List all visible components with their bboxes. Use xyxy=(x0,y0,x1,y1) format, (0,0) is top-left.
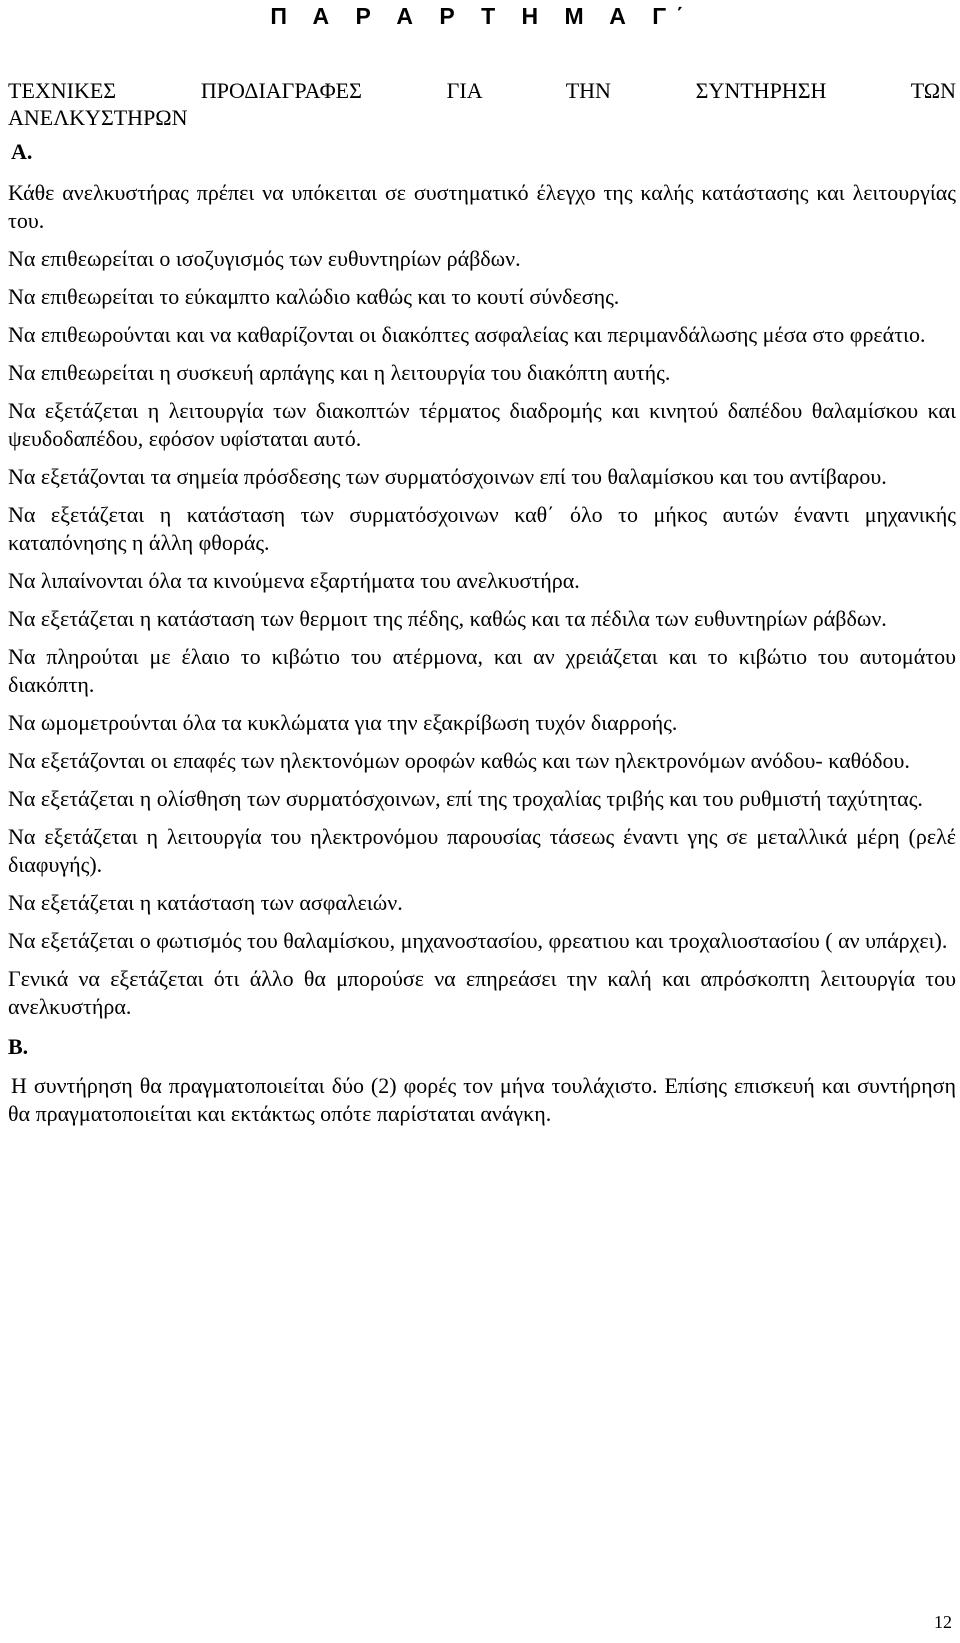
section-a-list xyxy=(8,179,956,1021)
paragraph: Να επιθεωρείται το εύκαμπτο καλώδιο καθώς και το κουτί σύνδεσης. xyxy=(8,284,620,309)
section-b-paragraph: Η συντήρηση θα πραγματοποιείται δύο (2) φορές τον μήνα τουλάχιστο. Επίσης επισκευή και συντήρηση θα πραγματοποιείται και εκτάκτως οπότε παρίσταται ανάγκη. xyxy=(8,1073,956,1126)
paragraph: Να εξετάζονται τα σημεία πρόσδεσης των συρματόσχοινων επί του θαλαμίσκου και του αντίβαρου. xyxy=(8,464,887,489)
document-heading-line1: ΤΕΧΝΙΚΕΣ ΠΡΟΔΙΑΓΡΑΦΕΣ ΓΙΑ ΤΗΝ ΣΥΝΤΗΡΗΣΗ ΤΩΝ xyxy=(8,78,956,103)
paragraph: Να εξετάζεται η κατάσταση των θερμοιτ της πέδης, καθώς και τα πέδιλα των ευθυντηρίων ράβδων. xyxy=(8,606,887,631)
paragraph: Να επιθεωρούνται και να καθαρίζονται οι διακόπτες ασφαλείας και περιμανδάλωσης μέσα στο φρεάτιο. xyxy=(8,322,926,347)
page-number: 12 xyxy=(934,1612,952,1632)
appendix-title: Π Α Ρ Α Ρ Τ Η Μ Α Γ΄ xyxy=(270,3,694,29)
paragraph: Να λιπαίνονται όλα τα κινούμενα εξαρτήματα του ανελκυστήρα. xyxy=(8,568,580,593)
section-b-label: Β. xyxy=(8,1034,29,1059)
paragraph: Να εξετάζεται η κατάσταση των ασφαλειών. xyxy=(8,890,403,915)
paragraph: Κάθε ανελκυστήρας πρέπει να υπόκειται σε συστηματικό έλεγχο της καλής κατάστασης και λειτουργίας του. xyxy=(8,180,956,233)
section-a-label: Α. xyxy=(11,139,33,164)
paragraph: Να εξετάζεται ο φωτισμός του θαλαμίσκου, μηχανοστασίου, φρεατιου και τροχαλιοστασίου ( αν υπάρχει). xyxy=(8,928,948,953)
paragraph: Να ωμομετρούνται όλα τα κυκλώματα για την εξακρίβωση τυχόν διαρροής. xyxy=(8,710,678,735)
paragraph: Να εξετάζεται η κατάσταση των συρματόσχοινων καθ΄ όλο το μήκος αυτών έναντι μηχανικής καταπόνησης η άλλη φθοράς. xyxy=(8,502,956,555)
paragraph: Να πληρούται με έλαιο το κιβώτιο του ατέρμονα, και αν χρειάζεται και το κιβώτιο του αυτομάτου διακόπτη. xyxy=(8,644,956,697)
paragraph: Να εξετάζεται η λειτουργία του ηλεκτρονόμου παρουσίας τάσεως έναντι γης σε μεταλλικά μέρη (ρελέ διαφυγής). xyxy=(8,824,956,877)
paragraph: Να επιθεωρείται ο ισοζυγισμός των ευθυντηρίων ράβδων. xyxy=(8,246,521,271)
document-heading-line2: ΑΝΕΛΚΥΣΤΗΡΩΝ xyxy=(8,105,188,130)
paragraph: Γενικά να εξετάζεται ότι άλλο θα μπορούσε να επηρεάσει την καλή και απρόσκοπτη λειτουργία του ανελκυστήρα. xyxy=(8,966,956,1019)
paragraph: Να εξετάζεται η ολίσθηση των συρματόσχοινων, επί της τροχαλίας τριβής και του ρυθμιστή ταχύτητας. xyxy=(8,786,923,811)
paragraph: Να εξετάζονται οι επαφές των ηλεκτονόμων οροφών καθώς και των ηλεκτρονόμων ανόδου- καθόδου. xyxy=(8,748,910,773)
paragraph: Να επιθεωρείται η συσκευή αρπάγης και η λειτουργία του διακόπτη αυτής. xyxy=(8,360,671,385)
paragraph: Να εξετάζεται η λειτουργία των διακοπτών τέρματος διαδρομής και κινητού δαπέδου θαλαμίσκου και ψευδοδαπέδου, εφόσον υφίσταται αυτό. xyxy=(8,398,956,451)
document-page xyxy=(8,0,956,1150)
